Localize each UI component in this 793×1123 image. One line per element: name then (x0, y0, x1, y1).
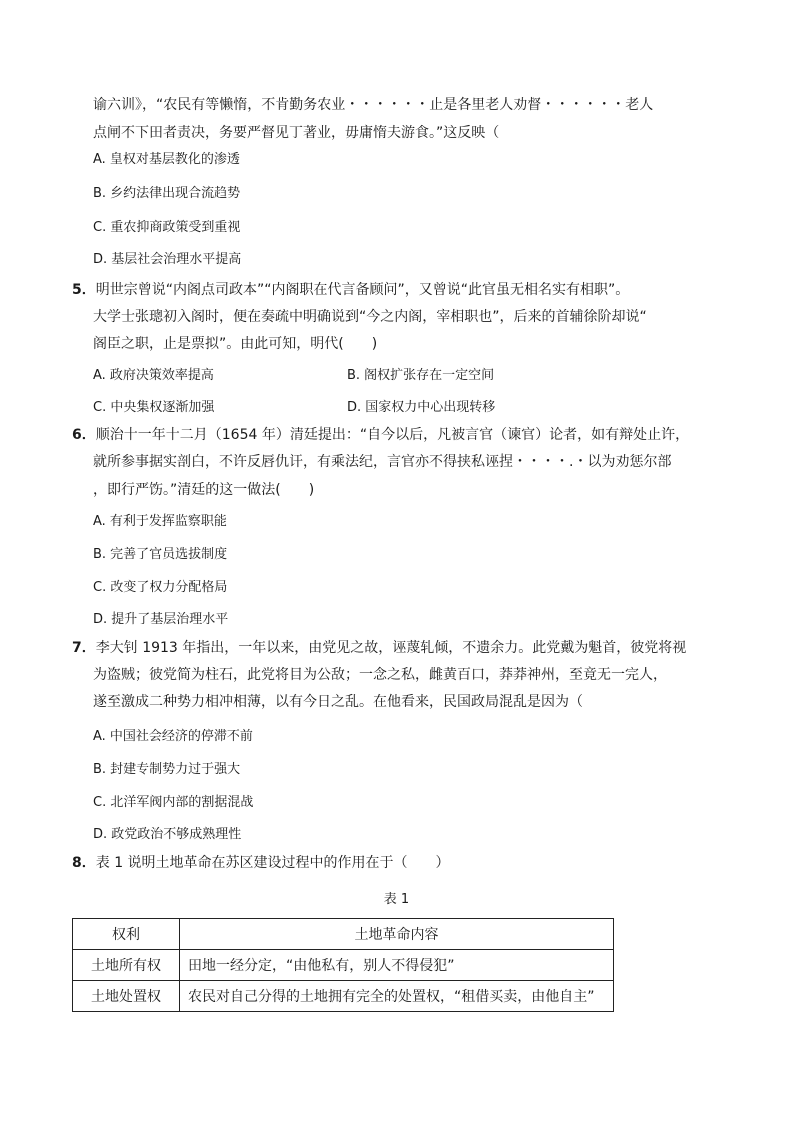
q6-number: 6． (72, 427, 96, 443)
land-revolution-table (72, 918, 614, 1012)
q7-option-d: D. 政党政治不够成熟理性 (93, 827, 242, 842)
q7-number: 7． (72, 640, 96, 656)
q6-stem-text: 顺治十一年十二月（1654 年）清廷提出：“自今以后，凡被言官（谏官）论者，如有辩处止许， (95, 427, 690, 443)
q6-stem-line-1 (72, 425, 689, 445)
table-caption: 表 1 (383, 892, 410, 907)
q6-option-a: A. 有利于发挥监察职能 (93, 514, 227, 529)
table-cell: 田地一经分定，“由他私有，别人不得侵犯” (180, 950, 614, 981)
q5-stem-line-2: 大学士张璁初入阁时，便在奏疏中明确说到“今之内阁，宰相职也”，后来的首辅徐阶却说“ (93, 309, 647, 325)
q4-stem-line-1: 谕六训》，“农民有等懒惰，不肯勤务农业・・・・・・止是各里老人劝督・・・・・・老人 (93, 97, 654, 113)
q4-option-a: A. 皇权对基层教化的渗透 (93, 152, 240, 167)
q4-option-b: B. 乡约法律出现合流趋势 (93, 186, 241, 201)
q5-stem-text: 明世宗曾说“内阁点司政本”“内阁职在代言备顾问”，又曾说“此官虽无相名实有相职”。 (95, 282, 630, 298)
q5-stem-line-1 (72, 280, 629, 300)
table-row (73, 981, 614, 1012)
q7-option-c: C. 北洋军阀内部的割据混战 (93, 795, 254, 810)
q5-option-b: B. 阁权扩张存在一定空间 (347, 368, 495, 383)
q7-stem-line-1 (72, 638, 686, 658)
q7-stem-text: 李大钊 1913 年指出，一年以来，由党见之故，诬蔑轧倾，不遗余力。此党戴为魁首，彼党将视 (95, 640, 687, 656)
q7-option-a: A. 中国社会经济的停滞不前 (93, 729, 253, 744)
q8-stem-line-1 (72, 853, 450, 873)
q6-option-d: D. 提升了基层治理水平 (93, 612, 229, 627)
q5-option-a: A. 政府决策效率提高 (93, 368, 214, 383)
q6-option-c: C. 改变了权力分配格局 (93, 580, 228, 595)
table-cell: 土地处置权 (73, 981, 180, 1012)
q8-number: 8． (72, 855, 96, 871)
q6-stem-line-2: 就所参事据实剖白，不许反唇仇讦，有乘法纪，言官亦不得挟私诬捏・・・・.・以为劝惩尔部 (93, 454, 672, 470)
table-row (73, 950, 614, 981)
q4-option-c: C. 重农抑商政策受到重视 (93, 220, 241, 235)
table-header-cell: 土地革命内容 (180, 919, 614, 950)
table-cell: 农民对自己分得的土地拥有完全的处置权，“租借买卖，由他自主” (180, 981, 614, 1012)
q4-stem-line-2: 点闸不下田者责决，务要严督见丁著业，毋庸惰夫游食。”这反映（ (93, 125, 500, 141)
q7-stem-line-3: 遂至激成二种势力相冲相薄，以有今日之乱。在他看来，民国政局混乱是因为（ (93, 694, 583, 710)
table-cell: 土地所有权 (73, 950, 180, 981)
q8-stem-text: 表 1 说明土地革命在苏区建设过程中的作用在于（ ） (95, 855, 450, 871)
table-header-row (73, 919, 614, 950)
q5-option-c: C. 中央集权逐渐加强 (93, 400, 215, 415)
q6-stem-line-3: ，即行严饬。”清廷的这一做法( ) (93, 482, 315, 498)
q4-option-d: D. 基层社会治理水平提高 (93, 252, 242, 267)
q7-option-b: B. 封建专制势力过于强大 (93, 762, 241, 777)
q5-option-d: D. 国家权力中心出现转移 (347, 400, 496, 415)
q6-option-b: B. 完善了官员选拔制度 (93, 547, 228, 562)
table-header-cell: 权利 (73, 919, 180, 950)
q5-stem-line-3: 阁臣之职，止是票拟”。由此可知，明代( ) (93, 336, 378, 352)
q7-stem-line-2: 为盗贼；彼党简为柱石，此党将目为公敌；一念之私，雌黄百口，莽莽神州，至竟无一完人， (93, 667, 667, 683)
q5-number: 5． (72, 282, 96, 298)
